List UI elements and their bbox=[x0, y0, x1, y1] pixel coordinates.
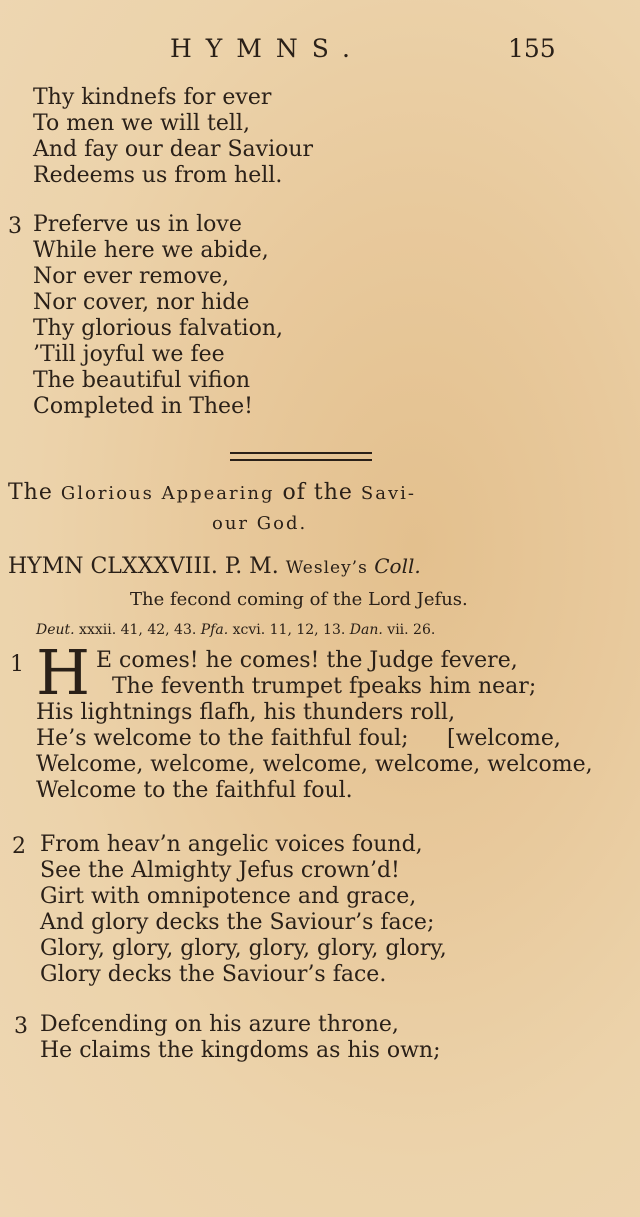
verse-line: Completed in Thee! bbox=[33, 394, 253, 419]
verse-number: 1 bbox=[10, 652, 24, 677]
verse-line: Preferve us in love bbox=[33, 212, 242, 237]
verse-line: Nor ever remove, bbox=[33, 264, 230, 289]
verse-number: 2 bbox=[12, 834, 26, 859]
verse-line: And fay our dear Saviour bbox=[33, 137, 314, 162]
verse-line: From heav’n angelic voices found, bbox=[40, 832, 423, 857]
verse-line: The beautiful vifion bbox=[33, 368, 251, 393]
drop-cap: H bbox=[36, 636, 91, 709]
verse-line: Girt with omnipotence and grace, bbox=[40, 884, 417, 909]
hymn-heading: HYMN CLXXXVIII. P. M. Wesley’s Coll. bbox=[8, 554, 421, 579]
verse-line: He claims the kingdoms as his own; bbox=[40, 1038, 441, 1063]
verse-line: Glory, glory, glory, glory, glory, glory, bbox=[40, 936, 447, 961]
verse-line: Nor cover, nor hide bbox=[33, 290, 250, 315]
section-divider-rule bbox=[230, 452, 372, 461]
scripture-references: Deut. xxxii. 41, 42, 43. Pfa. xcvi. 11, 12, 13. Dan. vii. 26. bbox=[36, 622, 436, 638]
verse-line: He’s welcome to the faithful foul; bbox=[36, 726, 409, 751]
verse-line: ’Till joyful we fee bbox=[33, 342, 225, 367]
verse-line: See the Almighty Jefus crown’d! bbox=[40, 858, 400, 883]
verse-line: Thy glorious falvation, bbox=[33, 316, 284, 341]
section-title-cont: our God. bbox=[212, 513, 308, 534]
verse-line: His lightnings flafh, his thunders roll, bbox=[36, 700, 456, 725]
verse-line: Defcending on his azure throne, bbox=[40, 1012, 399, 1037]
verse-line: Glory decks the Saviour’s face. bbox=[40, 962, 387, 987]
verse-line: Welcome to the faithful foul. bbox=[36, 778, 353, 803]
verse-line: Thy kindnefs for ever bbox=[33, 85, 272, 110]
verse-line: E comes! he comes! the Judge fevere, bbox=[96, 648, 518, 673]
turnover-word: [welcome, bbox=[447, 726, 561, 751]
stanza-number: 3 bbox=[8, 214, 22, 239]
running-head: HYMNS. bbox=[170, 34, 364, 63]
verse-line: Redeems us from hell. bbox=[33, 163, 283, 188]
verse-line: The feventh trumpet fpeaks him near; bbox=[112, 674, 537, 699]
verse-line: While here we abide, bbox=[33, 238, 269, 263]
verse-number: 3 bbox=[14, 1014, 28, 1039]
section-title: The Glorious Appearing of the Savi- bbox=[8, 480, 416, 505]
verse-line: Welcome, welcome, welcome, welcome, welcome, bbox=[36, 752, 593, 777]
page-number: 155 bbox=[508, 34, 556, 63]
hymn-subtitle: The fecond coming of the Lord Jefus. bbox=[130, 589, 468, 610]
verse-line: And glory decks the Saviour’s face; bbox=[40, 910, 435, 935]
verse-line: To men we will tell, bbox=[33, 111, 250, 136]
